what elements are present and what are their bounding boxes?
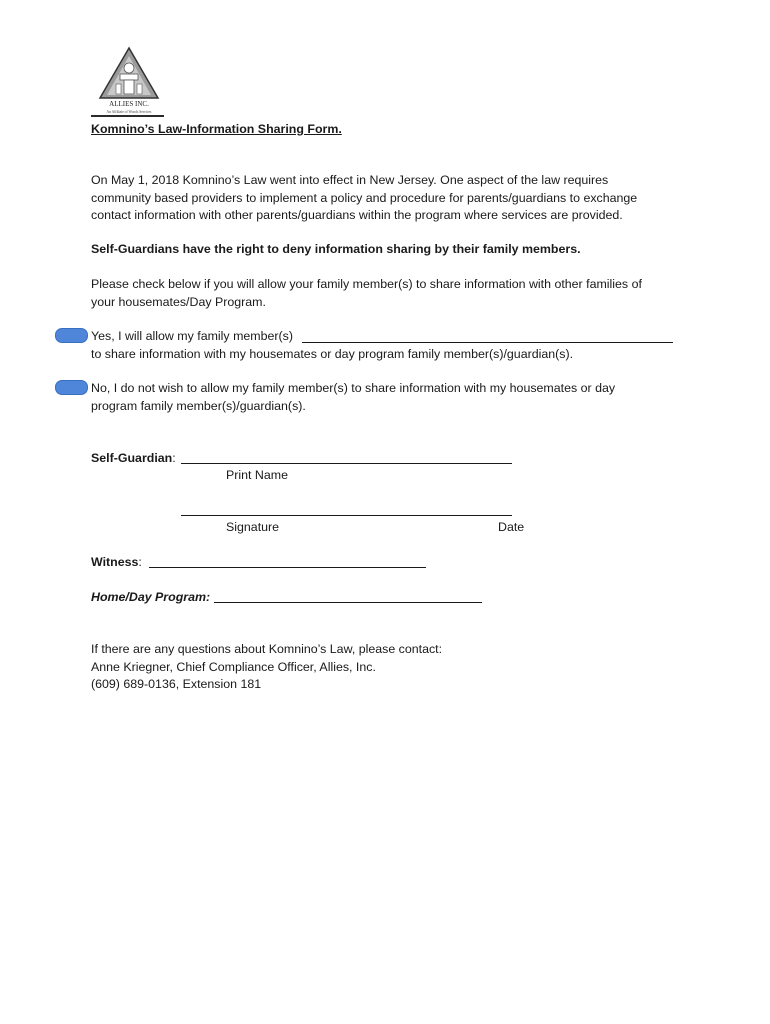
contact-line: If there are any questions about Komnino’s Law, please contact:: [91, 642, 443, 656]
deny-sharing-checkbox[interactable]: [55, 380, 88, 395]
instruction-line: Please check below if you will allow your family member(s) to share information with other families of: [91, 277, 642, 291]
signature-label: Signature: [226, 520, 280, 534]
self-guardian-notice: Self-Guardians have the right to deny information sharing by their family members.: [91, 242, 581, 256]
family-member-name-field[interactable]: [302, 342, 673, 343]
intro-line: contact information with other parents/guardians within the program where services are provided.: [91, 208, 623, 222]
allies-logo: [96, 46, 166, 116]
intro-line: On May 1, 2018 Komnino’s Law went into effect in New Jersey. One aspect of the law requires: [91, 173, 609, 187]
witness-label: [91, 554, 142, 572]
option-yes-line: to share information with my housemates or day program family member(s)/guardian(s).: [91, 346, 574, 361]
home-day-program-field[interactable]: [214, 602, 482, 603]
option-no-line: program family member(s)/guardian(s).: [91, 398, 306, 413]
self-guardian-signature-field[interactable]: [181, 515, 512, 516]
contact-block: [91, 641, 691, 694]
self-guardian-print-name-field[interactable]: [181, 463, 512, 464]
witness-label-text: Witness: [91, 555, 139, 569]
option-yes-line: Yes, I will allow my family member(s): [91, 329, 293, 343]
option-yes-text: [91, 328, 691, 363]
instruction-line: your housemates/Day Program.: [91, 294, 266, 309]
form-title: Komnino’s Law-Information Sharing Form.: [91, 122, 342, 136]
self-guardian-colon: :: [172, 451, 176, 465]
intro-line: community based providers to implement a policy and procedure for parents/guardians to exchange: [91, 190, 638, 205]
witness-colon: :: [138, 555, 142, 569]
home-day-program-label: Home/Day Program:: [91, 590, 211, 604]
logo-divider: [91, 115, 164, 117]
self-guardian-label-text: Self-Guardian: [91, 451, 173, 465]
self-guardian-label: [91, 450, 176, 468]
intro-paragraph: [91, 172, 691, 225]
allow-sharing-checkbox[interactable]: [55, 328, 88, 343]
logo-tagline: An Affiliate of Woods Services: [106, 110, 152, 114]
instruction-paragraph: [91, 276, 691, 311]
option-no-text: [91, 380, 691, 415]
logo-name: ALLIES INC.: [109, 100, 149, 108]
option-no-line: No, I do not wish to allow my family member(s) to share information with my housemates or day: [91, 381, 616, 395]
contact-line: (609) 689-0136, Extension 181: [91, 677, 262, 691]
contact-line: Anne Kriegner, Chief Compliance Officer, Allies, Inc.: [91, 659, 376, 674]
date-label: Date: [498, 520, 525, 534]
witness-field[interactable]: [149, 567, 426, 568]
print-name-label: Print Name: [226, 468, 288, 482]
